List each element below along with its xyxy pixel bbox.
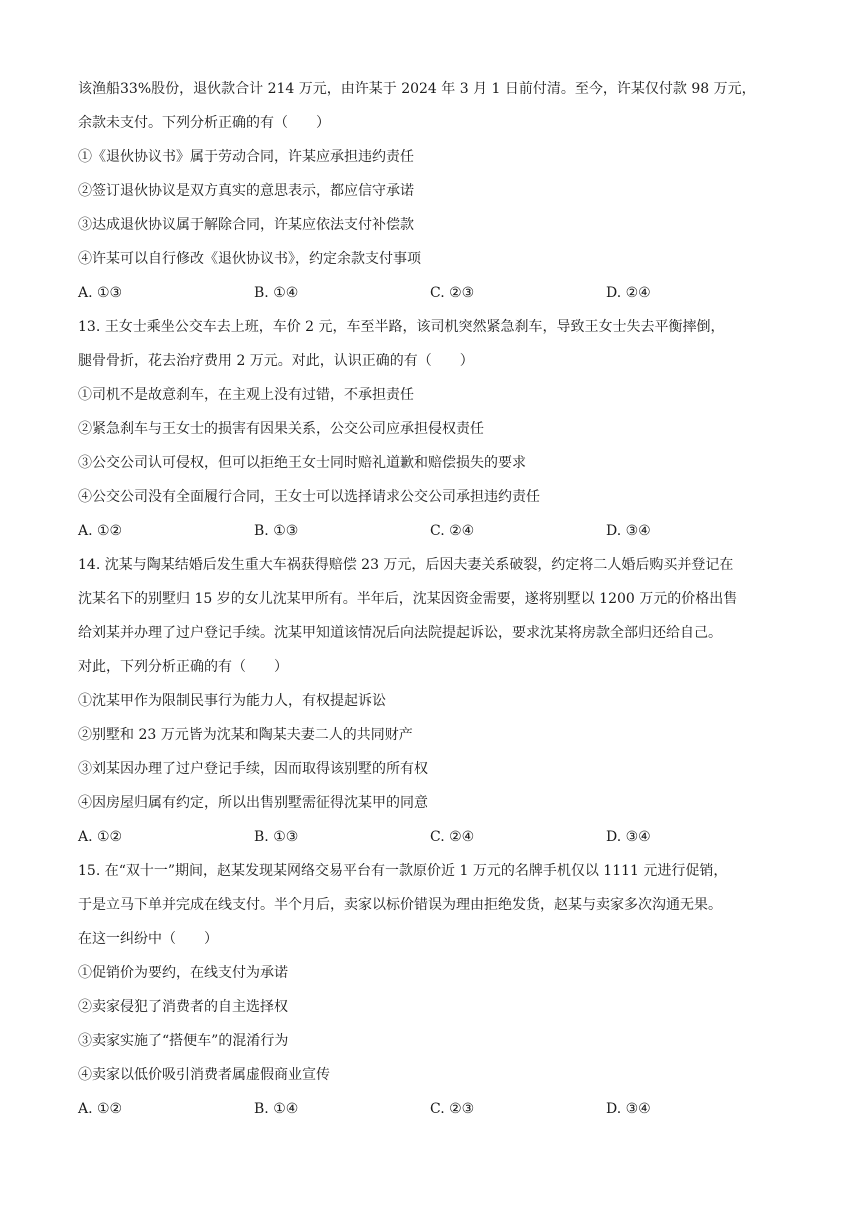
statement-option: ②签订退伙协议是双方真实的意思表示，都应信守承诺	[78, 183, 414, 199]
choice-b: B. ①③	[254, 523, 299, 539]
choice-a: A. ①③	[78, 285, 123, 301]
question-stem-line: 该渔船33%股份，退伙款合计 214 万元，由许某于 2024 年 3 月 1 日前付清。至今，许某仅付款 98 万元，	[78, 81, 756, 97]
choice-c: C. ②④	[430, 829, 475, 845]
choice-d: D. ③④	[606, 523, 651, 539]
choice-c: C. ②③	[430, 285, 475, 301]
statement-option: ①司机不是故意刹车，在主观上没有过错，不承担责任	[78, 387, 414, 403]
statement-option: ③公交公司认可侵权，但可以拒绝王女士同时赔礼道歉和赔偿损失的要求	[78, 455, 526, 471]
choice-b: B. ①④	[254, 1101, 299, 1117]
question-12	[78, 72, 788, 310]
question-stem-line: 15. 在“双十一”期间，赵某发现某网络交易平台有一款原价近 1 万元的名牌手机仅以 1111 元进行促销，	[78, 863, 728, 879]
choice-c: C. ②④	[430, 523, 475, 539]
choice-b: B. ①③	[254, 829, 299, 845]
statement-option: ②卖家侵犯了消费者的自主选择权	[78, 999, 288, 1015]
question-stem-line: 14. 沈某与陶某结婚后发生重大车祸获得赔偿 23 万元，后因夫妻关系破裂，约定将二人婚后购买并登记在	[78, 557, 734, 573]
statement-option: ②别墅和 23 万元皆为沈某和陶某夫妻二人的共同财产	[78, 727, 413, 743]
choice-a: A. ①②	[78, 1101, 123, 1117]
statement-option: ①促销价为要约，在线支付为承诺	[78, 965, 288, 981]
statement-option: ④卖家以低价吸引消费者属虚假商业宣传	[78, 1067, 330, 1083]
question-stem-line: 在这一纠纷中（ ）	[78, 931, 218, 947]
answer-choices	[78, 514, 788, 548]
statement-option: ③达成退伙协议属于解除合同，许某应依法支付补偿款	[78, 217, 414, 233]
choice-a: A. ①②	[78, 829, 123, 845]
question-stem-line: 腿骨骨折，花去治疗费用 2 万元。对此，认识正确的有（ ）	[78, 353, 474, 369]
question-14	[78, 548, 788, 854]
choice-d: D. ②④	[606, 285, 651, 301]
statement-option: ③卖家实施了“搭便车”的混淆行为	[78, 1033, 289, 1049]
statement-option: ①沈某甲作为限制民事行为能力人，有权提起诉讼	[78, 693, 386, 709]
answer-choices	[78, 1092, 788, 1126]
choice-c: C. ②③	[430, 1101, 475, 1117]
question-stem-line: 沈某名下的别墅归 15 岁的女儿沈某甲所有。半年后，沈某因资金需要，遂将别墅以 1200 万元的价格出售	[78, 591, 738, 607]
question-stem-line: 余款未支付。下列分析正确的有（ ）	[78, 115, 330, 131]
choice-d: D. ③④	[606, 829, 651, 845]
statement-option: ④公交公司没有全面履行合同，王女士可以选择请求公交公司承担违约责任	[78, 489, 540, 505]
statement-option: ③刘某因办理了过户登记手续，因而取得该别墅的所有权	[78, 761, 428, 777]
question-stem-line: 13. 王女士乘坐公交车去上班，车价 2 元，车至半路，该司机突然紧急刹车，导致王女士失去平衡摔倒，	[78, 319, 725, 335]
question-stem-line: 对此，下列分析正确的有（ ）	[78, 659, 288, 675]
exam-page	[78, 72, 788, 1126]
choice-b: B. ①④	[254, 285, 299, 301]
answer-choices	[78, 820, 788, 854]
question-15	[78, 854, 788, 1126]
statement-option: ②紧急刹车与王女士的损害有因果关系，公交公司应承担侵权责任	[78, 421, 484, 437]
answer-choices	[78, 276, 788, 310]
question-stem-line: 给刘某并办理了过户登记手续。沈某甲知道该情况后向法院提起诉讼，要求沈某将房款全部归还给自己。	[78, 625, 722, 641]
question-stem-line: 于是立马下单并完成在线支付。半个月后，卖家以标价错误为理由拒绝发货，赵某与卖家多次沟通无果。	[78, 897, 722, 913]
choice-a: A. ①②	[78, 523, 123, 539]
choice-d: D. ③④	[606, 1101, 651, 1117]
statement-option: ④许某可以自行修改《退伙协议书》，约定余款支付事项	[78, 251, 421, 267]
statement-option: ①《退伙协议书》属于劳动合同，许某应承担违约责任	[78, 149, 414, 165]
statement-option: ④因房屋归属有约定，所以出售别墅需征得沈某甲的同意	[78, 795, 428, 811]
question-13	[78, 310, 788, 548]
